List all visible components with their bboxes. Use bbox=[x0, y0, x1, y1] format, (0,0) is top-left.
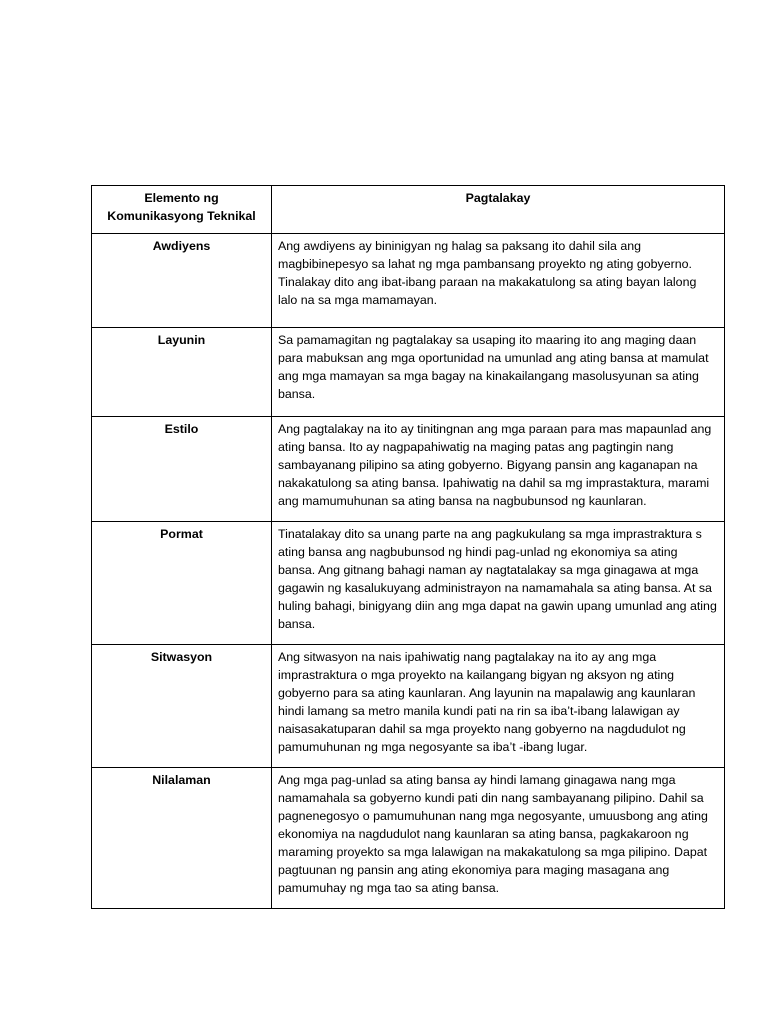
row-content-sitwasyon: Ang sitwasyon na nais ipahiwatig nang pagtalakay na ito ay ang mga imprastraktura o mga proyekto na kailangang bigyan ng aksyon ng ating gobyerno para sa ating kaunlaran. Ang layunin na mapalawig ang kaunlaran hindi lamang sa metro manila kundi pati na rin sa iba’t-ibang lalawigan ay naisasakatuparan dahil sa mga proyekto nang gobyerno na nagdudulot ng pamumuhunan ng mga negosyante sa iba’t -ibang lugar. bbox=[272, 645, 725, 768]
header-element-column: Elemento ng Komunikasyong Teknikal bbox=[92, 186, 272, 234]
table-row bbox=[92, 417, 725, 522]
row-label-awdiyens: Awdiyens bbox=[92, 234, 272, 328]
table-row bbox=[92, 234, 725, 328]
table-row bbox=[92, 768, 725, 909]
row-content-nilalaman: Ang mga pag-unlad sa ating bansa ay hindi lamang ginagawa nang mga namamahala sa gobyerno kundi pati din nang sambayanang pilipino. Dahil sa pagnenegosyo o pamumuhunan nang mga negosyante, umuusbong ang ating ekonomiya na nagdudulot nang kaunlaran sa ating bansa, pagkakaroon ng maraming proyekto sa mga lalawigan na makakatulong sa mga pilipino. Dapat pagtuunan ng pansin ang ating ekonomiya para maging masagana ang pamumuhay ng mga tao sa ating bansa. bbox=[272, 768, 725, 909]
row-label-pormat: Pormat bbox=[92, 522, 272, 645]
table-row bbox=[92, 522, 725, 645]
row-label-nilalaman: Nilalaman bbox=[92, 768, 272, 909]
row-label-estilo: Estilo bbox=[92, 417, 272, 522]
discussion-table bbox=[91, 185, 725, 909]
row-label-layunin: Layunin bbox=[92, 328, 272, 417]
row-label-sitwasyon: Sitwasyon bbox=[92, 645, 272, 768]
row-content-estilo: Ang pagtalakay na ito ay tinitingnan ang mga paraan para mas mapaunlad ang ating bansa. Ito ay nagpapahiwatig na maging patas ang pagtingin nang sambayanang pilipino sa ating gobyerno. Bigyang pansin ang kaganapan na nakakatulong sa ating bansa. Ipahiwatig na dahil sa mg imprastaktura, marami ang mamumuhunan sa ating bansa na nagbubunsod ng kaunlaran. bbox=[272, 417, 725, 522]
row-content-awdiyens: Ang awdiyens ay bininigyan ng halag sa paksang ito dahil sila ang magbibinepesyo sa lahat ng mga pambansang proyekto ng ating gobyerno. Tinalakay dito ang ibat-ibang paraan na makakatulong sa ating bayan lalong lalo na sa mga mamamayan. bbox=[272, 234, 725, 328]
table-row bbox=[92, 645, 725, 768]
row-content-pormat: Tinatalakay dito sa unang parte na ang pagkukulang sa mga imprastraktura s ating bansa ang nagbubunsod ng hindi pag-unlad ng ekonomiya sa ating bansa. Ang gitnang bahagi naman ay nagtatalakay sa mga ginagawa at mga gagawin ng kasalukuyang administrayon na namamahala sa ating bansa. At sa huling bahagi, binigyang diin ang mga dapat na gawin upang umunlad ang ating bansa. bbox=[272, 522, 725, 645]
header-discussion-column: Pagtalakay bbox=[272, 186, 725, 234]
table-header-row bbox=[92, 186, 725, 234]
row-content-layunin: Sa pamamagitan ng pagtalakay sa usaping ito maaring ito ang maging daan para mabuksan ang mga oportunidad na umunlad ang ating bansa at mamulat ang mga mamayan sa mga bagay na kinakailangang masolusyunan sa ating bansa. bbox=[272, 328, 725, 417]
table-row bbox=[92, 328, 725, 417]
